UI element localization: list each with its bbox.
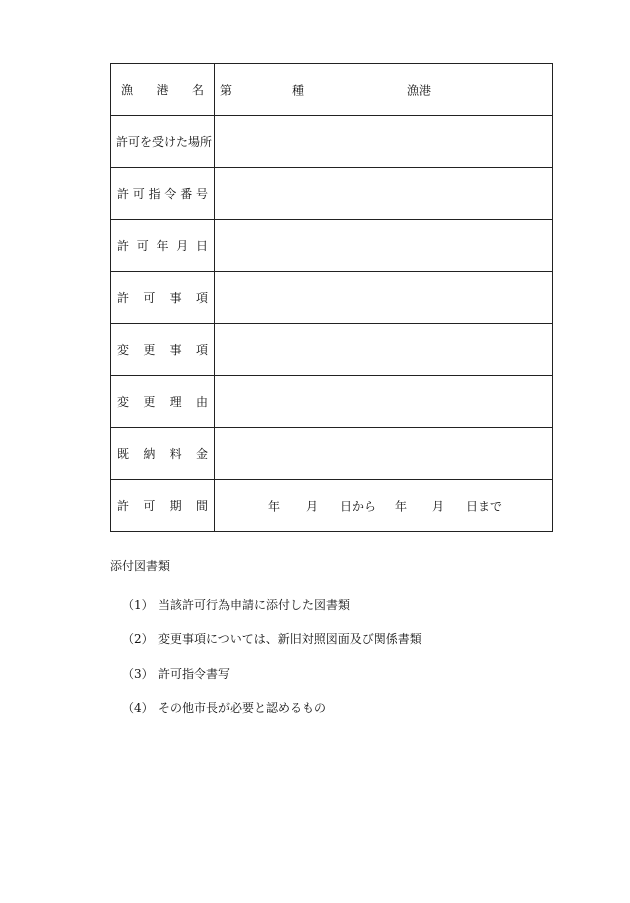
label-char: 可 <box>143 291 156 305</box>
label-char: 許 <box>117 291 130 305</box>
value-permit-period[interactable] <box>215 480 553 532</box>
value-permitted-place[interactable] <box>215 116 553 168</box>
label-char: 変 <box>117 395 130 409</box>
label-char: 変 <box>117 343 130 357</box>
attachment-item <box>122 665 230 682</box>
label-char: 令 <box>164 187 177 201</box>
label-text: 許可を受けた場所 <box>116 135 213 149</box>
attachment-item <box>122 699 326 716</box>
value-change-reason[interactable] <box>215 376 553 428</box>
row-permit-matters <box>111 272 553 324</box>
label-char: 港 <box>156 83 169 97</box>
value-permit-matters[interactable] <box>215 272 553 324</box>
attachment-number: （1） <box>122 598 154 612</box>
row-paid-fee <box>111 428 553 480</box>
label-char: 事 <box>169 291 182 305</box>
attachment-text: 許可指令書写 <box>158 667 231 681</box>
label-char: 間 <box>195 499 208 513</box>
attachment-number: （4） <box>122 701 154 715</box>
label-char: 金 <box>195 447 208 461</box>
attachment-number: （3） <box>122 667 154 681</box>
label-char: 番 <box>180 187 193 201</box>
label-char: 日 <box>195 239 208 253</box>
label-permit-order-number <box>111 168 215 220</box>
label-char: 可 <box>143 499 156 513</box>
port-class-prefix: 第 <box>220 83 233 97</box>
label-char: 可 <box>132 187 145 201</box>
attachments-heading: 添付図書類 <box>110 559 171 573</box>
value-permit-order-number[interactable] <box>215 168 553 220</box>
label-char: 漁 <box>121 83 134 97</box>
label-char: 期 <box>169 499 182 513</box>
attachment-text: その他市長が必要と認めるもの <box>158 701 327 715</box>
period-start-month: 月 <box>306 499 319 513</box>
row-permit-period <box>111 480 553 532</box>
period-end-year: 年 <box>395 499 408 513</box>
label-char: 指 <box>148 187 161 201</box>
attachment-text: 当該許可行為申請に添付した図書類 <box>158 598 351 612</box>
label-permitted-place <box>111 116 215 168</box>
label-char: 更 <box>143 343 156 357</box>
port-type-suffix: 漁港 <box>407 83 432 97</box>
value-change-matters[interactable] <box>215 324 553 376</box>
label-char: 許 <box>117 187 130 201</box>
attachment-number: （2） <box>122 632 154 646</box>
label-char: 更 <box>143 395 156 409</box>
value-permit-date[interactable] <box>215 220 553 272</box>
label-char: 可 <box>136 239 149 253</box>
period-end-month: 月 <box>432 499 445 513</box>
period-start-year: 年 <box>268 499 281 513</box>
label-fishing-port-name <box>111 64 215 116</box>
attachment-item <box>122 630 422 647</box>
period-end-day: 日まで <box>466 499 503 513</box>
label-char: 理 <box>169 395 182 409</box>
label-char: 名 <box>191 83 204 97</box>
row-permit-date <box>111 220 553 272</box>
label-char: 既 <box>117 447 130 461</box>
label-char: 由 <box>195 395 208 409</box>
label-char: 年 <box>156 239 169 253</box>
label-char: 納 <box>143 447 156 461</box>
label-char: 許 <box>117 499 130 513</box>
attachment-item <box>122 596 350 613</box>
label-char: 項 <box>195 291 208 305</box>
label-change-reason <box>111 376 215 428</box>
value-fishing-port-name[interactable] <box>215 64 553 116</box>
permit-change-form-table <box>110 63 553 532</box>
label-char: 号 <box>195 187 208 201</box>
value-paid-fee[interactable] <box>215 428 553 480</box>
label-char: 事 <box>169 343 182 357</box>
label-paid-fee <box>111 428 215 480</box>
port-class-suffix: 種 <box>292 83 305 97</box>
label-permit-date <box>111 220 215 272</box>
row-change-matters <box>111 324 553 376</box>
label-char: 許 <box>117 239 130 253</box>
row-permit-order-number <box>111 168 553 220</box>
period-start-day: 日から <box>340 499 377 513</box>
label-char: 月 <box>176 239 189 253</box>
label-change-matters <box>111 324 215 376</box>
row-fishing-port-name <box>111 64 553 116</box>
row-change-reason <box>111 376 553 428</box>
row-permitted-place <box>111 116 553 168</box>
label-char: 料 <box>169 447 182 461</box>
label-permit-matters <box>111 272 215 324</box>
label-char: 項 <box>195 343 208 357</box>
label-permit-period <box>111 480 215 532</box>
attachment-text: 変更事項については、新旧対照図面及び関係書類 <box>158 632 422 646</box>
